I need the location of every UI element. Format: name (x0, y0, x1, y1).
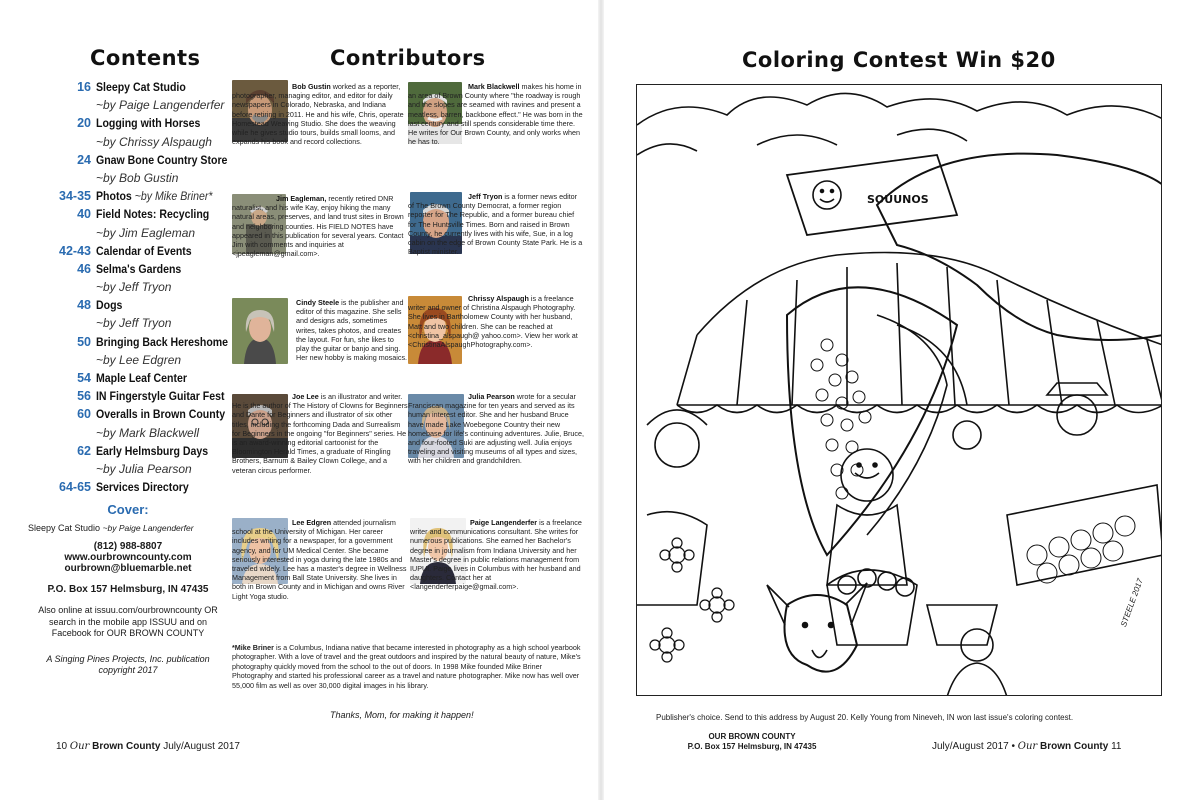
toc-byline: ~by Paige Langenderfer (96, 98, 225, 113)
toc-entry[interactable] (28, 407, 228, 425)
toc-title-text: Dogs (96, 298, 123, 313)
toc-title (96, 444, 208, 458)
website-link[interactable]: www.ourbrowncounty.com (64, 552, 192, 563)
toc-entry[interactable] (28, 244, 228, 262)
toc-page-number: 40 (77, 207, 91, 222)
thanks-note: Thanks, Mom, for making it happen! (330, 710, 474, 720)
toc-title (96, 335, 228, 349)
online-note: Also online at issuu.com/ourbrowncounty OR search in the mobile app ISSUU and on Facebook for OUR BROWN COUNTY (38, 605, 218, 638)
toc-title (96, 116, 200, 130)
contest-caption: Publisher's choice. Send to this address by August 20. Kelly Young from Nineveh, IN won last issue's coloring contest. (656, 713, 1074, 722)
contributors-heading: Contributors (330, 46, 486, 70)
toc-entry[interactable] (28, 298, 228, 316)
toc-title-text: Maple Leaf Center (96, 371, 187, 385)
toc-entry[interactable] (28, 116, 228, 134)
left-folio (56, 741, 240, 752)
toc-title (96, 407, 225, 421)
publication-note (28, 654, 228, 676)
toc-entry[interactable] (28, 262, 228, 280)
toc-entry[interactable] (28, 80, 228, 98)
toc-entry[interactable] (28, 207, 228, 225)
toc-page-number: 62 (77, 443, 91, 458)
toc-title-text: Services Directory (96, 480, 189, 495)
toc-byline-row (28, 226, 228, 244)
toc-title-text: Bringing Back Hereshome (96, 334, 229, 349)
toc-title-text: Logging with Horses (96, 116, 201, 131)
toc-entry[interactable] (28, 444, 228, 462)
bio-chrissy-alspaugh: Chrissy Alspaugh is a freelance writer and owner of Christina Alspaugh Photography. She lives in Bartholomew County with her husband, Matt and two children. She can be reached at <christina_alspaugh@ yahoo.com>. View her work at <ChristinaAlspaughPhotography.com>. (408, 294, 578, 350)
toc-title (96, 298, 122, 312)
cover-title: Sleepy Cat Studio (28, 523, 101, 533)
toc-entry[interactable] (28, 189, 228, 207)
toc-title (96, 189, 212, 203)
coloring-page-illustration (636, 84, 1162, 696)
toc-title-text: Calendar of Events (96, 243, 192, 258)
toc-page-number: 54 (77, 371, 91, 385)
toc-title-text: Overalls in Brown County (96, 407, 226, 422)
toc-title-text: Field Notes: Recycling (96, 207, 210, 222)
toc-title-text: IN Fingerstyle Guitar Fest (96, 389, 225, 404)
email-link[interactable]: ourbrown@bluemarble.net (64, 563, 192, 574)
toc-title (96, 207, 209, 221)
bio-mark-blackwell: Mark Blackwell makes his home in an area of Brown County where "the roadway is rough and the slopes are seamed with ravines and present a meatless, barren, backbone effect." He was born in the last century and still spends considerable time there. He writes for Our Brown County, and only works when he has to. (408, 82, 583, 147)
po-box: P.O. Box 157 Helmsburg, IN 47435 (47, 584, 209, 595)
table-of-contents (28, 80, 228, 498)
toc-byline: ~by Jeff Tryon (96, 280, 172, 295)
folio-script-word: Our (1017, 741, 1038, 752)
left-page-number: 10 (56, 741, 68, 752)
toc-byline: ~by Jeff Tryon (96, 316, 172, 331)
contest-heading: Coloring Contest Win $20 (742, 48, 1056, 72)
folio-magazine-name: Brown County (92, 741, 161, 752)
toc-title-text: Gnaw Bone Country Store (96, 152, 228, 167)
toc-page-number: 64-65 (59, 480, 91, 495)
toc-title-text: Sleepy Cat Studio (96, 80, 186, 94)
toc-title (96, 389, 225, 403)
bio-jim-eagleman: Jim Eagleman, recently retired DNR naturalist, and his wife Kay, enjoy hiking the many natural areas, preserves, and land trust sites in Brown and neighboring counties. His FIELD NOTES have appeared in this publication for several years. Contact Jim with comments and inquiries at <jpeagleman@gmail.com>. (232, 194, 404, 259)
toc-page-number: 42-43 (59, 243, 91, 258)
cover-block (28, 502, 228, 676)
bio-cindy-steele: Cindy Steele is the publisher and editor of this magazine. She sells and designs ads, sometimes writes, takes photos, and creates the layout. For fun, she likes to play the guitar or banjo and sing. Her new hobby is making mosaics. (296, 298, 408, 363)
toc-page-number: 16 (77, 80, 91, 94)
toc-inline-byline: ~by Mike Briner* (131, 189, 213, 204)
cover-credit (28, 523, 228, 533)
toc-byline-row (28, 98, 228, 116)
bio-joe-lee: Joe Lee is an illustrator and writer. He is the author of The History of Clowns for Beginners and Dante for Beginners and illustrator of six other titles, including the forthcoming Dada and Surrealism for Beginners in the ongoing "for Beginners" series. He is an award-winning editorial cartoonist for the Bloomington Herald Times, a graduate of Ringling Brothers, Barnum & Bailey Clown College, and a veteran circus performer. (232, 392, 408, 475)
toc-page-number: 24 (77, 152, 91, 167)
toc-byline-row (28, 353, 228, 371)
toc-page-number: 20 (77, 116, 91, 131)
toc-title-text: Selma's Gardens (96, 261, 182, 276)
contest-address (677, 732, 827, 752)
illustration-signature: STEELE 2017 (1119, 577, 1145, 629)
toc-title-text: Early Helmsburg Days (96, 443, 209, 458)
bio-jeff-tryon: Jeff Tryon is a former news editor of The Brown County Democrat, a former region reporter for The Republic, and a former bureau chief for The Huntsville Times. Born and raised in Brown County, he currently lives with his wife, Sue, in a log cabin on the edge of Brown County State Park. He is a Baptist minister. (408, 192, 583, 257)
toc-byline-row (28, 171, 228, 189)
bio-lee-edgren: Lee Edgren attended journalism school at the University of Michigan. Her career includes writing for a newspaper, for a government agency, and for UM Medical Center. She became seriously interested in yoga during the late 1980s and traveled widely. Lee has a master's degree in Wellness Management from Ball State University. She lives in both in Brown County and in Michigan and owns River Light Yoga studio. (232, 518, 407, 601)
toc-byline-row (28, 316, 228, 334)
address-line-1: OUR BROWN COUNTY (708, 732, 796, 741)
toc-page-number: 50 (77, 334, 91, 349)
page-gutter (598, 0, 604, 800)
toc-entry[interactable] (28, 389, 228, 407)
toc-title (96, 480, 189, 494)
bio-bob-gustin: Bob Gustin worked as a reporter, photographer, managing editor, and editor for daily newspapers in Colorado, Nebraska, and Indiana before retiring in 2011. He and his wife, Chris, operate Homestead Weaving Studio. She does the weaving while he gives studio tours, builds small looms, and expands his book and record collections. (232, 82, 404, 147)
address-line-2: P.O. Box 157 Helmsburg, IN 47435 (687, 742, 817, 751)
folio-issue: July/August 2017 (163, 741, 240, 752)
toc-page-number: 48 (77, 298, 91, 313)
mike-briner-footnote: *Mike Briner is a Columbus, Indiana native that became interested in photography as a high school yearbook photographer. With a love of travel and the great outdoors and inspired by the natural beauty of nature, Mike's photography quickly moved from the school to the out of doors. In 1998 Mike founded Mike Briner Photography and started his professional career as a travel and nature photographer. Mike now has well over 55,000 film as well as over 30,000 digital images in his library. (232, 643, 581, 690)
toc-byline-row (28, 462, 228, 480)
toc-byline: ~by Mark Blackwell (96, 425, 200, 440)
folio-script-word: Our (69, 741, 90, 752)
right-folio (932, 741, 1122, 752)
cover-byline: ~by Paige Langenderfer (102, 523, 194, 533)
folio-separator: • (1011, 741, 1016, 752)
contents-heading: Contents (90, 46, 201, 70)
toc-byline-row (28, 426, 228, 444)
toc-title (96, 244, 192, 258)
toc-title (96, 371, 187, 385)
toc-entry[interactable] (28, 480, 228, 498)
toc-byline: ~by Chrissy Alspaugh (96, 134, 212, 149)
toc-page-number: 60 (77, 407, 91, 422)
avatar (232, 298, 288, 364)
toc-byline: ~by Jim Eagleman (96, 225, 196, 240)
toc-byline: ~by Bob Gustin (96, 170, 179, 185)
toc-title (96, 262, 181, 276)
toc-byline: ~by Lee Edgren (96, 352, 182, 367)
toc-entry[interactable] (28, 371, 228, 389)
toc-byline-row (28, 280, 228, 298)
toc-byline: ~by Julia Pearson (96, 461, 192, 476)
publisher-line: A Singing Pines Projects, Inc. publication (46, 653, 210, 664)
bio-paige-langenderfer: Paige Langenderfer is a freelance writer and communications consultant. She writes for numerous publications. She earned her Bachelor's degree in journalism from Indiana University and her Master's degree in public relations management from IUPUI. Paige lives in Columbus with her husband and daughters. Contact her at <langenderferpaige@gmail.com>. (410, 518, 582, 592)
toc-page-number: 56 (77, 389, 91, 404)
folio-magazine-name: Brown County (1040, 741, 1109, 752)
toc-entry[interactable] (28, 153, 228, 171)
folio-issue: July/August 2017 (932, 741, 1009, 752)
toc-entry[interactable] (28, 335, 228, 353)
phone-number: (812) 988-8807 (93, 541, 163, 552)
svg-text:SOUUNOS: SOUUNOS (867, 193, 929, 206)
cover-label: Cover: (107, 502, 149, 517)
right-page-number: 11 (1111, 741, 1122, 752)
copyright-line: copyright 2017 (98, 664, 158, 675)
toc-title-text: Photos (96, 189, 132, 204)
toc-title (96, 80, 186, 94)
toc-title (96, 153, 227, 167)
bio-julia-pearson: Julia Pearson wrote for a secular Franciscan magazine for ten years and served as its human interest editor. She and her husband Bruce have made Lake Woebegone Country their new homebase for life's continuing adventures. Julie, Bruce, and four-footed Suki are adjusting well. Julia enjoys traveling and visiting museums of all types and sizes, with her children and grandchildren. (408, 392, 584, 466)
toc-page-number: 46 (77, 261, 91, 276)
toc-byline-row (28, 135, 228, 153)
toc-page-number: 34-35 (59, 189, 91, 204)
